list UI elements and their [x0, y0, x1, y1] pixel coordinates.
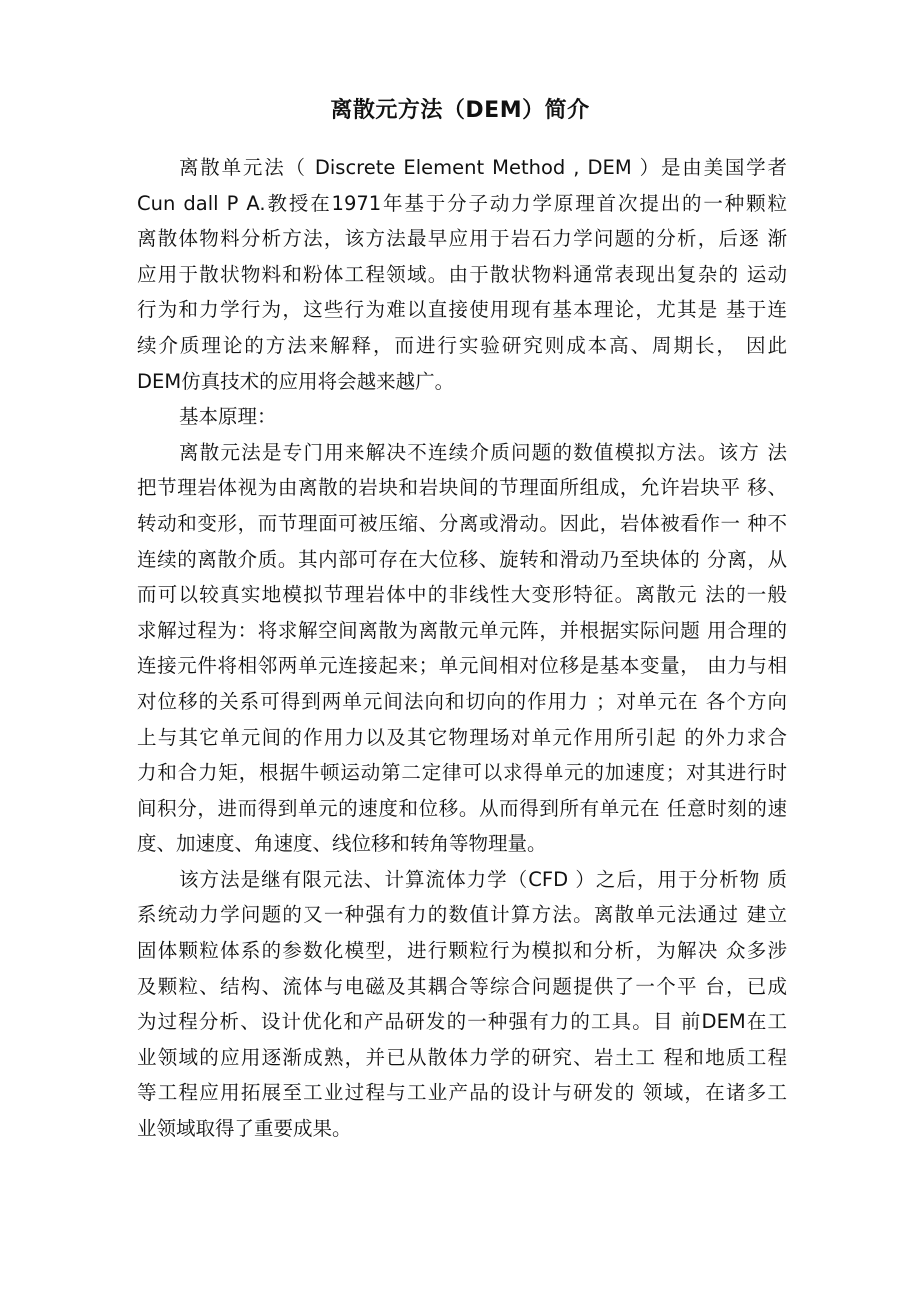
text-line: 对位移的关系可得到两单元间法向和切向的作用力 ；对单元在 各个方向 [137, 689, 787, 713]
text-line: 连接元件将相邻两单元连接起来；单元间相对位移是基本变量， 由力与相 [137, 654, 787, 678]
text-line: 行为和力学行为，这些行为难以直接使用现有基本理论，尤其是 基于连 [137, 298, 787, 322]
text-line: 力和合力矩，根据牛顿运动第二定律可以求得单元的加速度；对其进行时 [137, 761, 787, 785]
text-line: DEM仿真技术的应用将会越来越广。 [137, 369, 455, 393]
document-title: 离散元方法（DEM）简介 [330, 98, 590, 123]
text-line: 基本原理： [179, 405, 277, 429]
text-line: 离散元法是专门用来解决不连续介质问题的数值模拟方法。该方 法 [179, 440, 787, 464]
text-line: 把节理岩体视为由离散的岩块和岩块间的节理面所组成，允许岩块平 移、 [137, 476, 787, 500]
text-line: 等工程应用拓展至工业过程与工业产品的设计与研发的 领域，在诸多工 [137, 1081, 787, 1105]
text-line: 度、加速度、角速度、线位移和转角等物理量。 [137, 832, 547, 856]
text-line: 转动和变形，而节理面可被压缩、分离或滑动。因此，岩体被看作一 种不 [137, 511, 787, 535]
text-line: 离散单元法（ Discrete Element Method , DEM ）是由美国学者 [179, 156, 787, 179]
text-line: 离散体物料分析方法，该方法最早应用于岩石力学问题的分析，后逐 渐 [137, 227, 787, 251]
text-line: 及颗粒、结构、流体与电磁及其耦合等综合问题提供了一个平 台，已成 [137, 974, 787, 998]
paragraph-applications [137, 862, 787, 1147]
text-line: 而可以较真实地模拟节理岩体中的非线性大变形特征。离散元 法的一般 [137, 583, 787, 607]
paragraph-principle [137, 435, 787, 862]
text-line: 求解过程为：将求解空间离散为离散元单元阵，并根据实际问题 用合理的 [137, 618, 787, 642]
text-line: 上与其它单元间的作用力以及其它物理场对单元作用所引起 的外力求合 [137, 725, 787, 749]
text-line: 该方法是继有限元法、计算流体力学（CFD ）之后，用于分析物 质 [179, 867, 787, 891]
section-heading-basic-principle [137, 399, 787, 435]
text-line: 连续的离散介质。其内部可存在大位移、旋转和滑动乃至块体的 分离，从 [137, 547, 787, 571]
text-line: 固体颗粒体系的参数化模型，进行颗粒行为模拟和分析，为解决 众多涉 [137, 939, 787, 963]
text-line: 间积分，进而得到单元的速度和位移。从而得到所有单元在 任意时刻的速 [137, 796, 787, 820]
text-line: 续介质理论的方法来解释，而进行实验研究则成本高、周期长， 因此 [137, 333, 787, 357]
text-line: 系统动力学问题的又一种强有力的数值计算方法。离散单元法通过 建立 [137, 903, 787, 927]
text-line: Cun dall P A.教授在1971年基于分子动力学原理首次提出的一种颗粒 [137, 191, 787, 215]
text-line: 业领域取得了重要成果。 [137, 1117, 352, 1141]
paragraph-intro [137, 150, 787, 399]
document-body [137, 150, 787, 1147]
text-line: 业领域的应用逐渐成熟，并已从散体力学的研究、岩土工 程和地质工程 [137, 1045, 787, 1069]
text-line: 应用于散状物料和粉体工程领域。由于散状物料通常表现出复杂的 运动 [137, 262, 787, 286]
text-line: 为过程分析、设计优化和产品研发的一种强有力的工具。目 前DEM在工 [137, 1010, 787, 1034]
